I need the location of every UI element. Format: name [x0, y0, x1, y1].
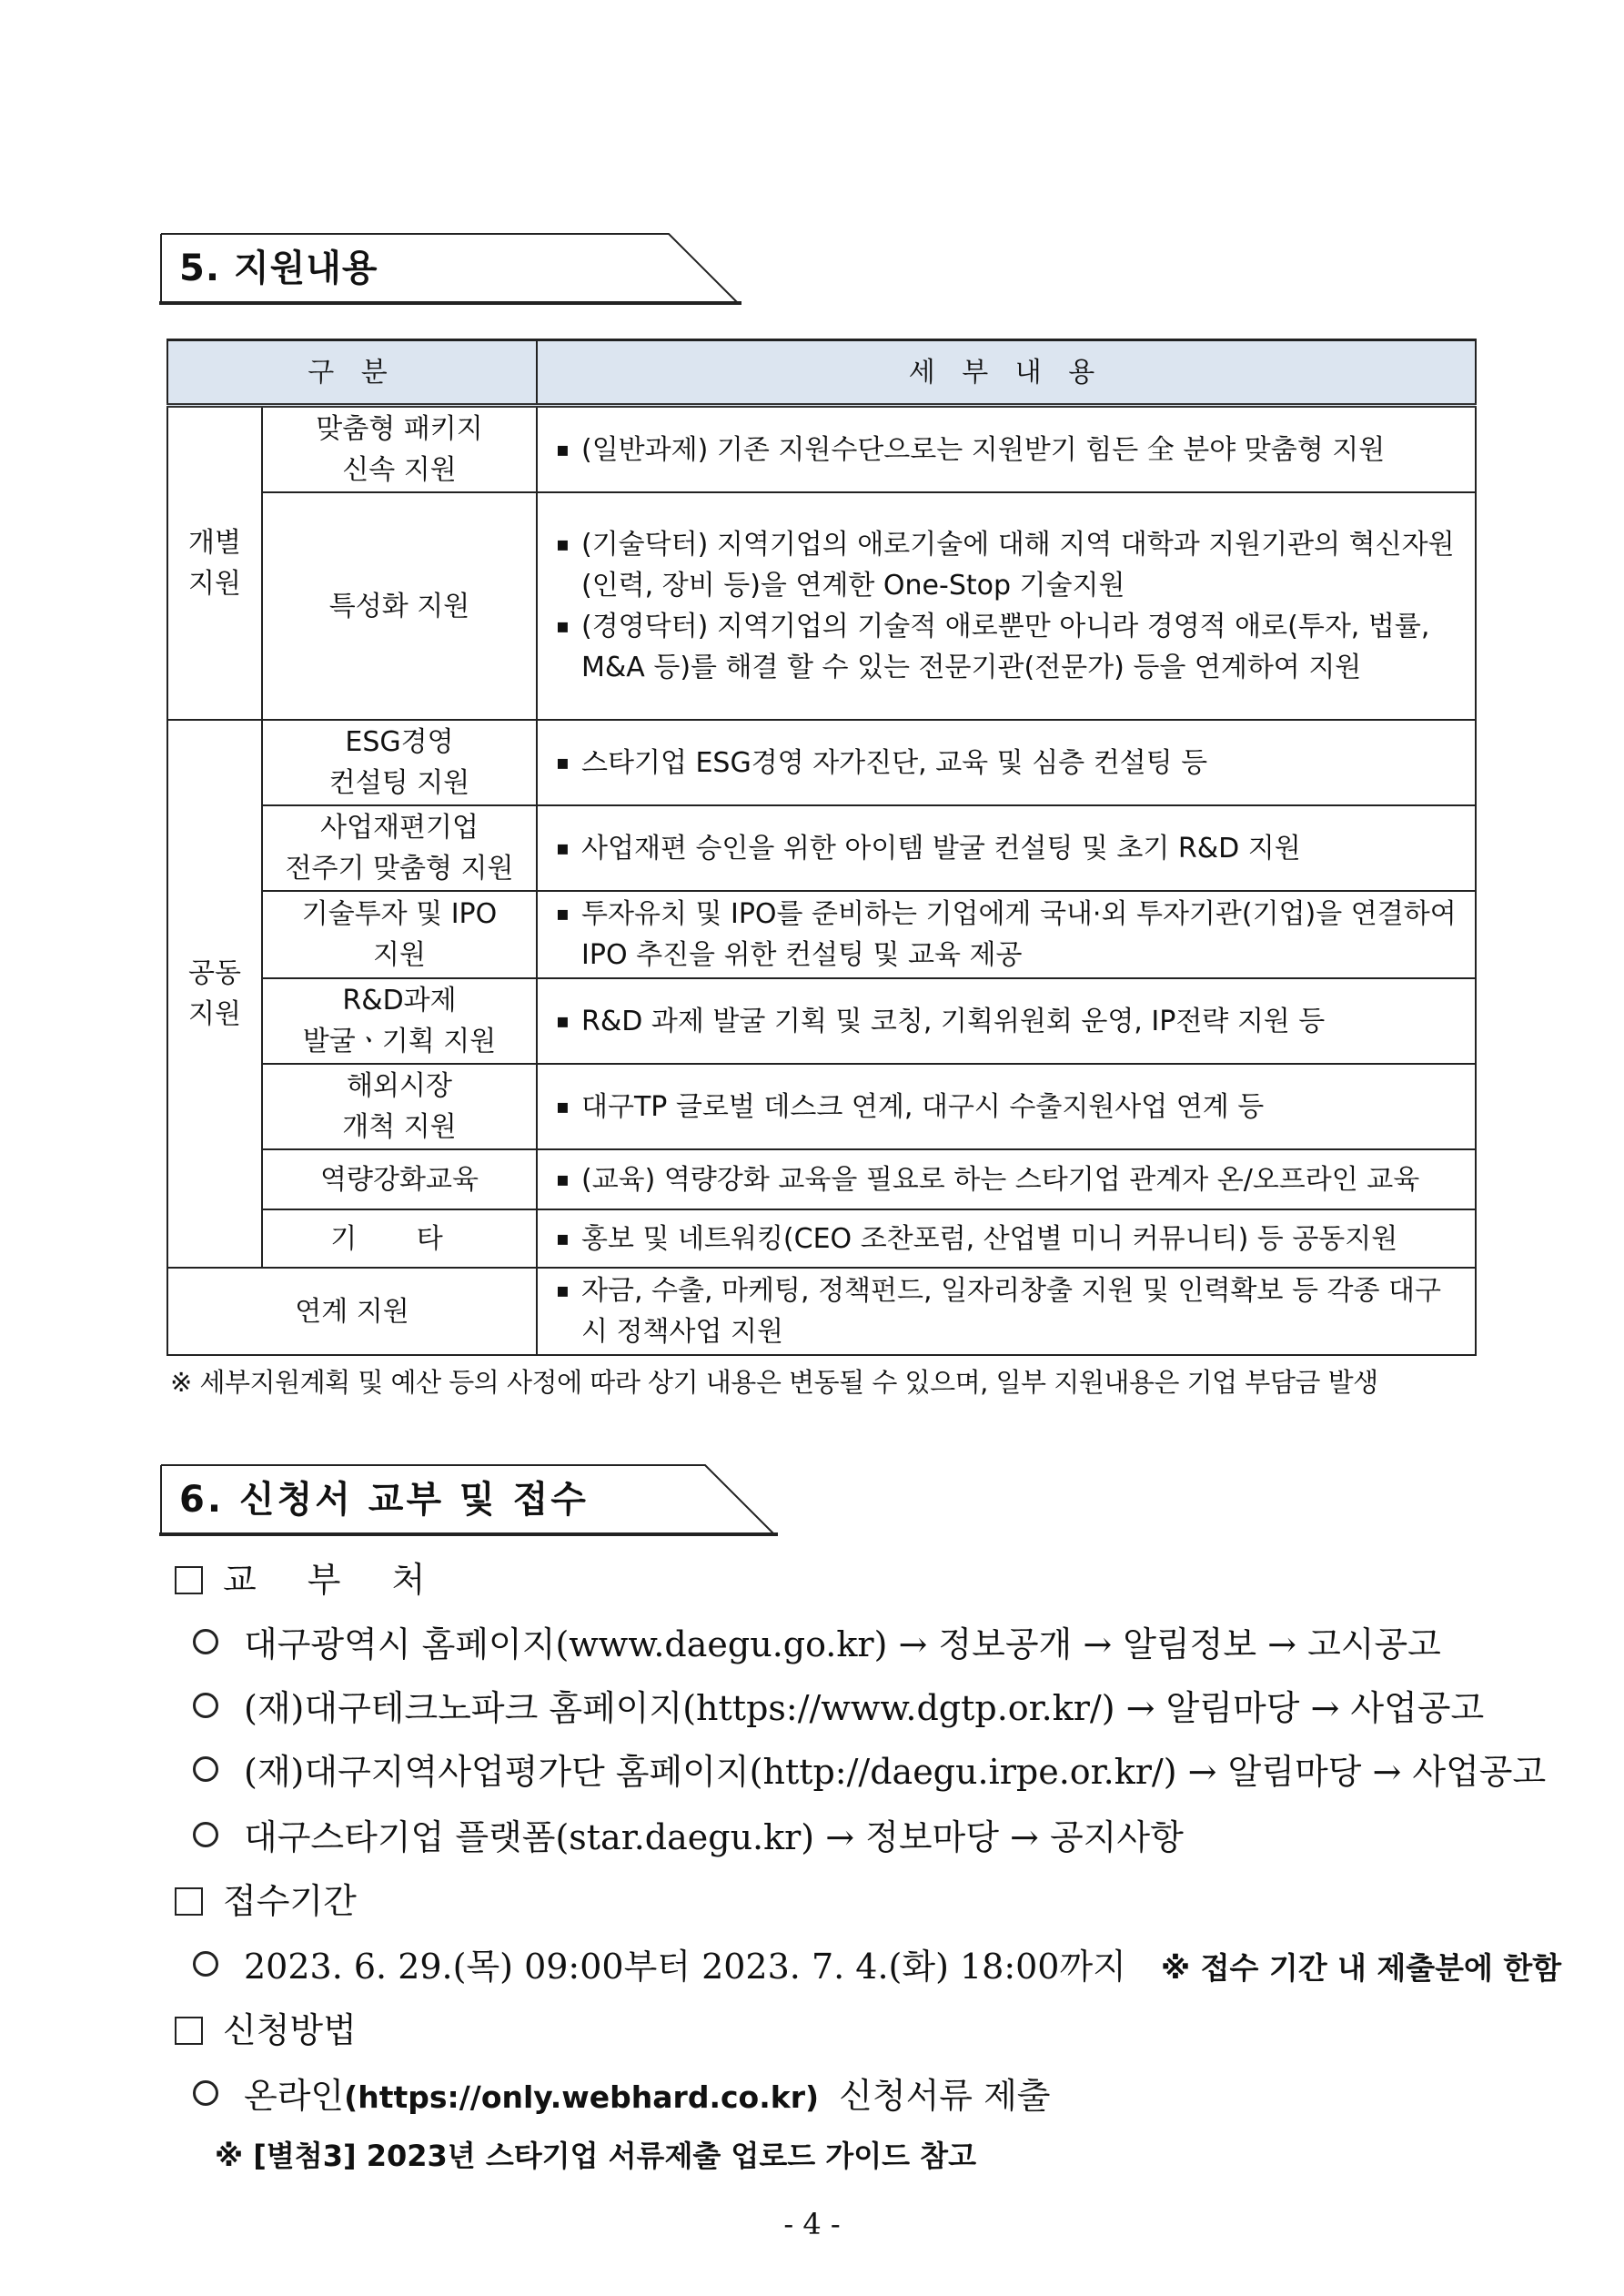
detail-bullet: ▪ 홍보 및 네트워킹(CEO 조찬포럼, 산업별 미니 커뮤니티) 등 공동지원 — [550, 1219, 1462, 1259]
period-text: 2023. 6. 29.(목) 09:00부터 2023. 7. 4.(화) 18:00까지 — [244, 1947, 1126, 1987]
row-category-label: 기 타 — [330, 1222, 469, 1255]
section6-heading — [159, 1463, 778, 1536]
list-item — [193, 1680, 1484, 1730]
row-detail — [537, 1149, 1476, 1209]
row-category — [262, 1149, 537, 1209]
table-row — [167, 1149, 1476, 1209]
checkbox-square-icon — [175, 1566, 203, 1594]
method-url: (https://only.webhard.co.kr) — [344, 2079, 820, 2115]
row-detail — [537, 1268, 1476, 1355]
period-note: ※ 접수 기간 내 제출분에 한함 — [1161, 1950, 1562, 1986]
header-detail: 세 부 내 용 — [537, 340, 1476, 406]
detail-bullet: ▪ (기술닥터) 지역기업의 애로기술에 대해 지역 대학과 지원기관의 혁신자원(인력, 장비 등)을 연계한 One-Stop 기술지원 — [550, 524, 1462, 606]
circle-bullet-icon — [193, 1693, 218, 1718]
row-category-label: 특성화 지원 — [328, 590, 470, 622]
method-heading — [175, 2002, 357, 2052]
support-content-table — [166, 339, 1477, 1356]
list-item — [193, 1938, 1561, 1988]
table-row — [167, 1064, 1476, 1149]
row-category — [262, 978, 537, 1064]
table-row — [167, 720, 1476, 805]
row-category — [262, 720, 537, 805]
method-prefix: 온라인 — [244, 2076, 345, 2116]
checkbox-square-icon — [175, 1887, 203, 1916]
table-row — [167, 1209, 1476, 1268]
row-category-label: 역량강화교육 — [320, 1163, 479, 1196]
row-detail — [537, 720, 1476, 805]
circle-bullet-icon — [193, 1822, 218, 1847]
row-category — [262, 492, 537, 720]
row-category — [262, 1209, 537, 1268]
distribution-item: (재)대구테크노파크 홈페이지(https://www.dgtp.or.kr/) → 알림마당 → 사업공고 — [244, 1688, 1485, 1728]
row-detail — [537, 805, 1476, 891]
detail-bullet: ▪ R&D 과제 발굴 기획 및 코칭, 기획위원회 운영, IP전략 지원 등 — [550, 1001, 1462, 1042]
detail-bullet: ▪ (교육) 역량강화 교육을 필요로 하는 스타기업 관계자 온/오프라인 교육 — [550, 1159, 1462, 1200]
row-detail — [537, 492, 1476, 720]
table-header-row — [167, 340, 1476, 406]
table-row — [167, 492, 1476, 720]
section6-title: 6. 신청서 교부 및 접수 — [179, 1479, 589, 1521]
list-item — [193, 1809, 1184, 1859]
row-detail — [537, 1209, 1476, 1268]
row-detail — [537, 1064, 1476, 1149]
detail-bullet: ▪ 투자유치 및 IPO를 준비하는 기업에게 국내·외 투자기관(기업)을 연결하여 IPO 추진을 위한 컨설팅 및 교육 제공 — [550, 894, 1462, 976]
method-note: ※ [별첨3] 2023년 스타기업 서류제출 업로드 가이드 참고 — [215, 2139, 977, 2173]
section5-title: 5. 지원내용 — [179, 248, 378, 289]
row-category — [262, 406, 537, 493]
row-category — [167, 1268, 537, 1355]
list-item — [193, 1616, 1441, 1666]
group-individual — [167, 406, 262, 721]
row-category-label: 해외시장 개척 지원 — [342, 1070, 457, 1143]
distribution-heading — [175, 1552, 445, 1602]
table-footnote: ※ 세부지원계획 및 예산 등의 사정에 따라 상기 내용은 변동될 수 있으며, 일부 지원내용은 기업 부담금 발생 — [170, 1367, 1378, 1398]
list-item — [193, 1744, 1546, 1794]
detail-bullet: ▪ 대구TP 글로벌 데스크 연계, 대구시 수출지원사업 연계 등 — [550, 1087, 1462, 1128]
checkbox-square-icon — [175, 2017, 203, 2045]
distribution-item: 대구광역시 홈페이지(www.daegu.go.kr) → 정보공개 → 알림정보 → 고시공고 — [244, 1624, 1441, 1664]
table-row — [167, 1268, 1476, 1355]
row-category-label: 연계 지원 — [295, 1295, 409, 1328]
row-detail — [537, 406, 1476, 493]
row-category-label: R&D과제 발굴ㆍ기획 지원 — [302, 985, 497, 1057]
row-detail — [537, 978, 1476, 1064]
detail-bullet: ▪ 사업재편 승인을 위한 아이템 발굴 컨설팅 및 초기 R&D 지원 — [550, 828, 1462, 869]
header-category: 구 분 — [167, 340, 537, 406]
row-category-label: 기술투자 및 IPO 지원 — [301, 898, 498, 971]
distribution-item: 대구스타기업 플랫폼(star.daegu.kr) → 정보마당 → 공지사항 — [244, 1817, 1184, 1857]
distribution-title: 교 부 처 — [223, 1560, 446, 1600]
row-category-label: 맞춤형 패키지 신속 지원 — [316, 413, 483, 486]
group-joint — [167, 720, 262, 1268]
detail-bullet: ▪ (경영닥터) 지역기업의 기술적 애로뿐만 아니라 경영적 애로(투자, 법률, M&A 등)를 해결 할 수 있는 전문기관(전문가) 등을 연계하여 지원 — [550, 606, 1462, 688]
circle-bullet-icon — [193, 1756, 218, 1782]
row-category — [262, 891, 537, 978]
list-item — [193, 2068, 1051, 2118]
table-row — [167, 805, 1476, 891]
period-heading — [175, 1873, 357, 1923]
distribution-item: (재)대구지역사업평가단 홈페이지(http://daegu.irpe.or.kr/) → 알림마당 → 사업공고 — [244, 1752, 1547, 1792]
method-title: 신청방법 — [223, 2010, 357, 2050]
circle-bullet-icon — [193, 1951, 218, 1977]
table-row — [167, 406, 1476, 493]
group-joint-label: 공동 지원 — [188, 957, 241, 1030]
circle-bullet-icon — [193, 1629, 218, 1654]
method-suffix: 신청서류 제출 — [839, 2076, 1051, 2116]
detail-bullet: ▪ 스타기업 ESG경영 자가진단, 교육 및 심층 컨설팅 등 — [550, 743, 1462, 784]
section5-heading — [159, 232, 741, 305]
table-row — [167, 978, 1476, 1064]
detail-bullet: ▪ (일반과제) 기존 지원수단으로는 지원받기 힘든 全 분야 맞춤형 지원 — [550, 430, 1462, 470]
period-title: 접수기간 — [223, 1881, 357, 1921]
row-category-label: ESG경영 컨설팅 지원 — [328, 726, 470, 799]
group-individual-label: 개별 지원 — [188, 527, 241, 600]
circle-bullet-icon — [193, 2080, 218, 2106]
row-category-label: 사업재편기업 전주기 맞춤형 지원 — [285, 812, 514, 885]
row-category — [262, 1064, 537, 1149]
page-number: - 4 - — [783, 2207, 841, 2241]
detail-bullet: ▪ 자금, 수출, 마케팅, 정책펀드, 일자리창출 지원 및 인력확보 등 각종 대구시 정책사업 지원 — [550, 1270, 1462, 1352]
table-row — [167, 891, 1476, 978]
row-detail — [537, 891, 1476, 978]
row-category — [262, 805, 537, 891]
